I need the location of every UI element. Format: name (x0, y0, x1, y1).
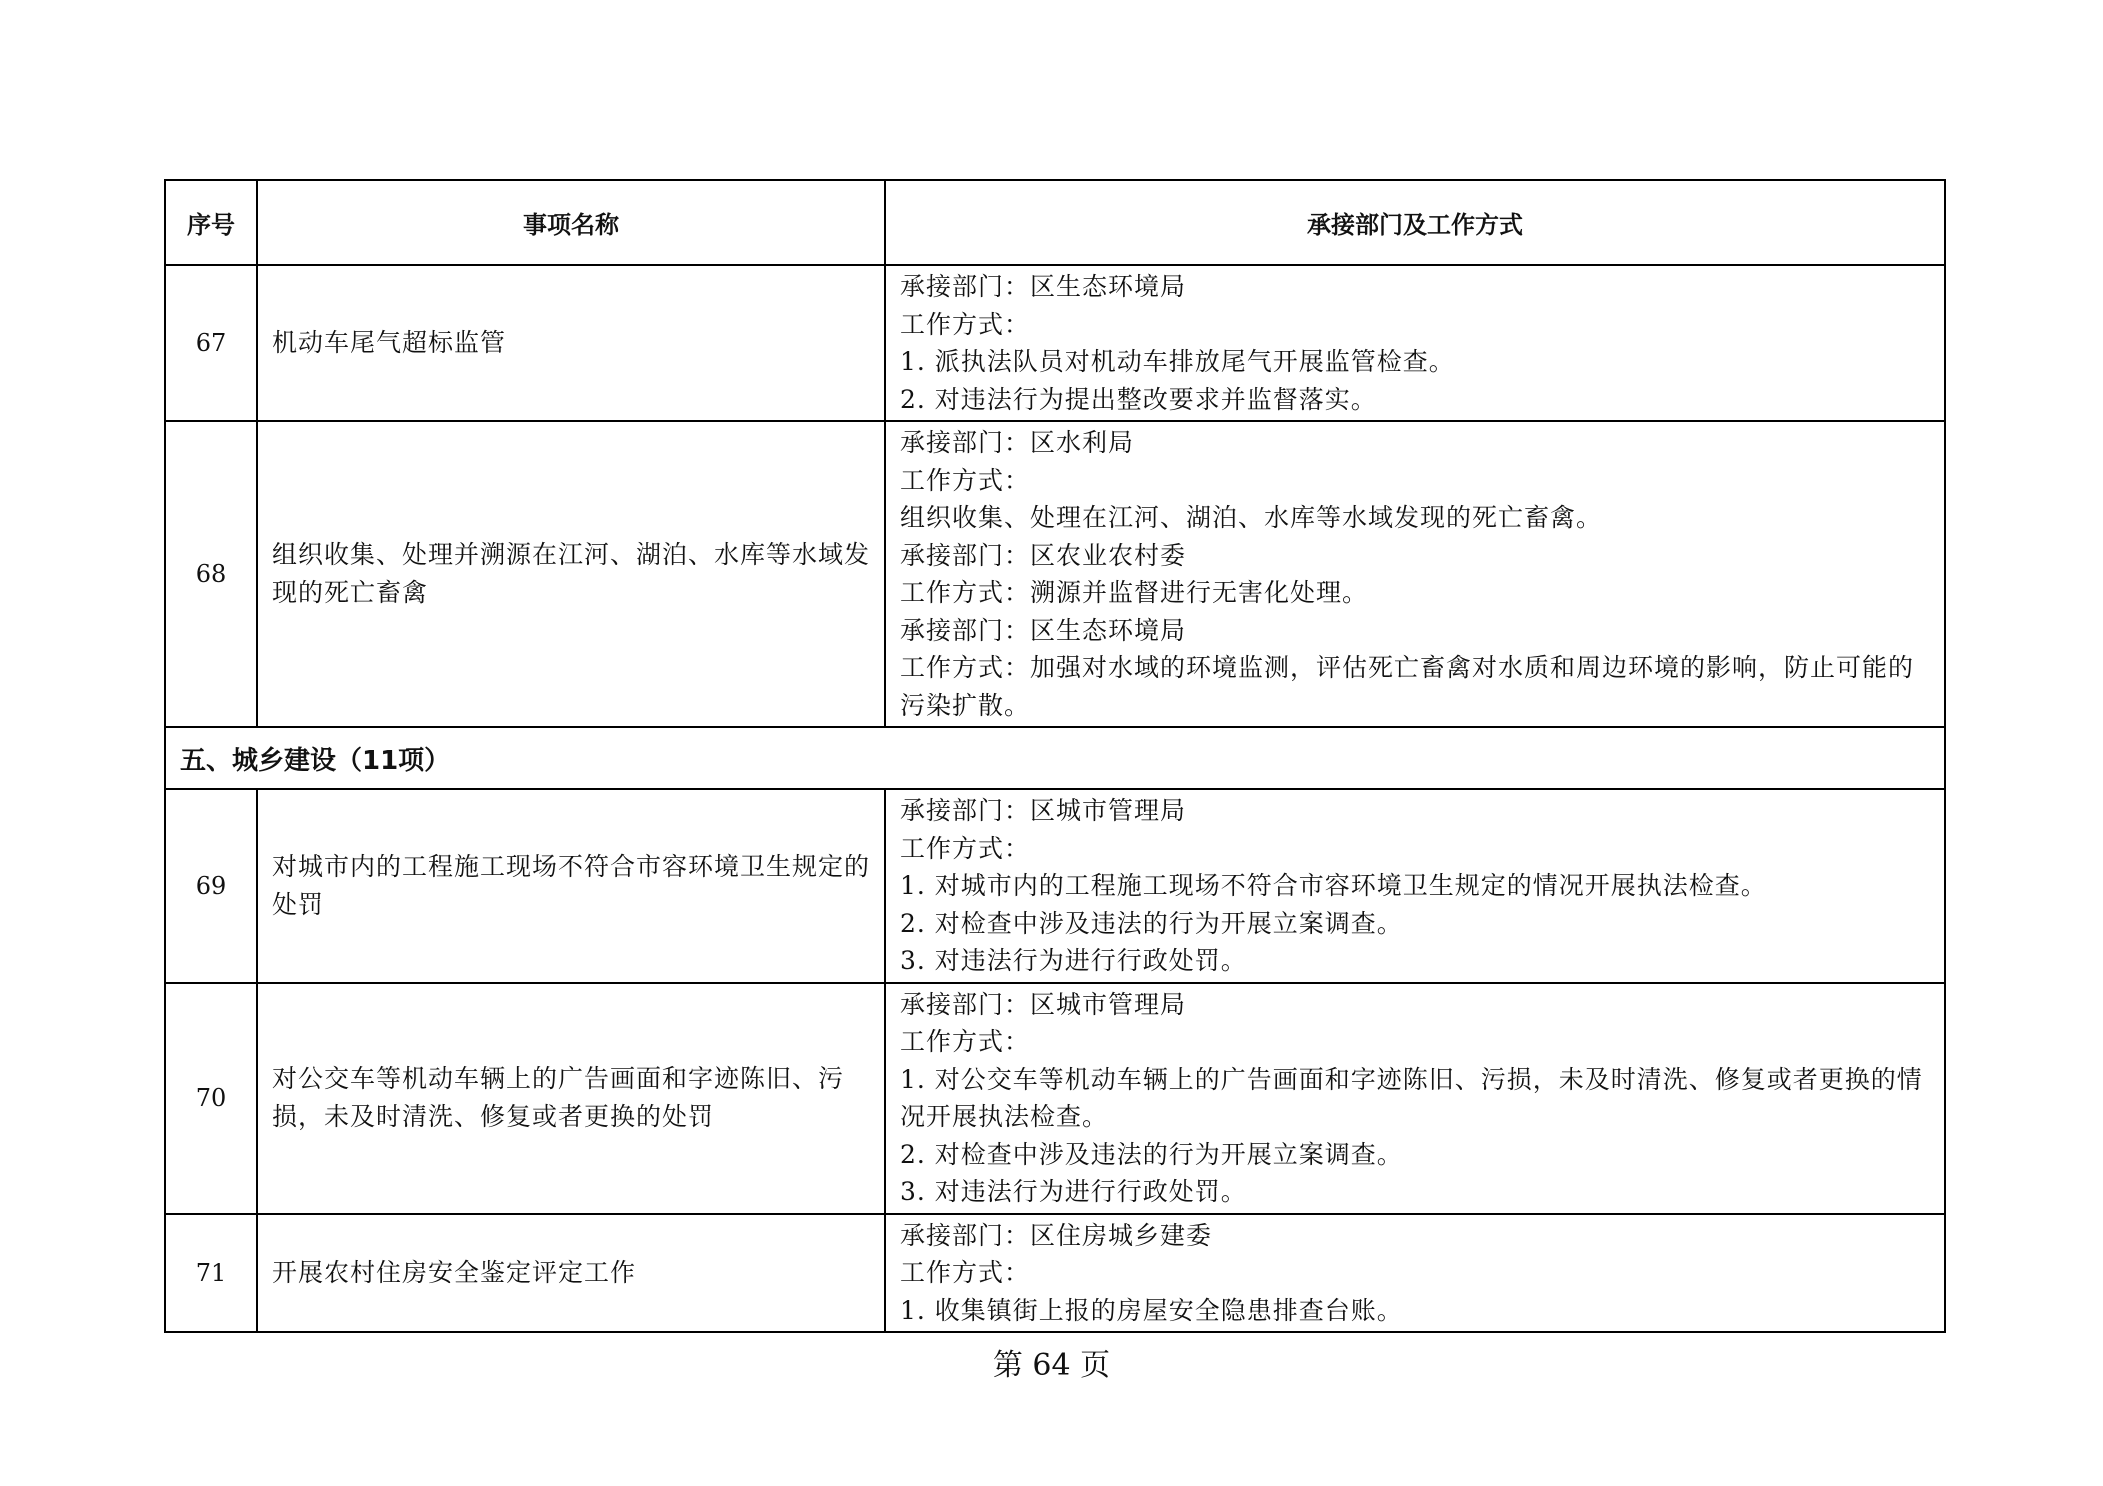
row-name: 组织收集、处理并溯源在江河、湖泊、水库等水域发现的死亡畜禽 (257, 421, 885, 727)
method-line: 承接部门：区水利局 (900, 428, 1135, 457)
header-name: 事项名称 (257, 180, 885, 265)
method-line: 承接部门：区生态环境局 (900, 615, 1187, 645)
row-seq: 69 (165, 789, 257, 983)
method-line: 1. 收集镇街上报的房屋安全隐患排查台账。 (900, 1295, 1403, 1325)
row-seq: 71 (165, 1214, 257, 1333)
method-line: 2. 对检查中涉及违法的行为开展立案调查。 (900, 908, 1403, 938)
row-name: 对城市内的工程施工现场不符合市容环境卫生规定的处罚 (257, 789, 885, 983)
table-header-row (165, 180, 1945, 265)
method-line: 3. 对违法行为进行行政处罚。 (900, 946, 1247, 975)
row-name: 机动车尾气超标监管 (257, 265, 885, 421)
table-row (165, 421, 1945, 727)
method-line: 3. 对违法行为进行行政处罚。 (900, 1177, 1247, 1206)
method-line: 承接部门：区城市管理局 (900, 989, 1187, 1019)
method-line: 承接部门：区农业农村委 (900, 540, 1187, 570)
table-row (165, 789, 1945, 983)
row-method (885, 789, 1945, 983)
row-name: 对公交车等机动车辆上的广告画面和字迹陈旧、污损，未及时清洗、修复或者更换的处罚 (257, 983, 885, 1214)
table-row (165, 265, 1945, 421)
method-line: 承接部门：区生态环境局 (900, 272, 1187, 301)
method-line: 工作方式： (900, 833, 1031, 863)
row-method (885, 265, 1945, 421)
row-method (885, 421, 1945, 727)
row-seq: 70 (165, 983, 257, 1214)
method-line: 组织收集、处理在江河、湖泊、水库等水域发现的死亡畜禽。 (900, 503, 1603, 532)
method-line: 工作方式：溯源并监督进行无害化处理。 (900, 578, 1369, 607)
responsibility-table (164, 179, 1946, 1333)
table-row (165, 1214, 1945, 1333)
method-line: 工作方式：加强对水域的环境监测，评估死亡畜禽对水质和周边环境的影响，防止可能的污染扩散。 (900, 653, 1915, 720)
method-line: 承接部门：区城市管理局 (900, 796, 1187, 825)
method-line: 2. 对检查中涉及违法的行为开展立案调查。 (900, 1139, 1403, 1169)
row-seq: 68 (165, 421, 257, 727)
header-method: 承接部门及工作方式 (885, 180, 1945, 265)
method-line: 1. 对公交车等机动车辆上的广告画面和字迹陈旧、污损，未及时清洗、修复或者更换的情况开展执法检查。 (900, 1064, 1923, 1131)
header-seq: 序号 (165, 180, 257, 265)
row-seq: 67 (165, 265, 257, 421)
row-method (885, 1214, 1945, 1333)
method-line: 承接部门：区住房城乡建委 (900, 1220, 1213, 1250)
method-line: 工作方式： (900, 309, 1031, 339)
method-line: 工作方式： (900, 1027, 1031, 1056)
section-row (165, 727, 1945, 789)
method-line: 工作方式： (900, 1258, 1031, 1287)
method-line: 工作方式： (900, 465, 1031, 495)
page-number: 第 64 页 (992, 1348, 1111, 1383)
row-method (885, 983, 1945, 1214)
method-line: 1. 派执法队员对机动车排放尾气开展监管检查。 (900, 347, 1455, 376)
method-line: 1. 对城市内的工程施工现场不符合市容环境卫生规定的情况开展执法检查。 (900, 871, 1767, 900)
row-name: 开展农村住房安全鉴定评定工作 (257, 1214, 885, 1333)
method-line: 2. 对违法行为提出整改要求并监督落实。 (900, 384, 1377, 414)
section-title: 五、城乡建设（11项） (165, 727, 1945, 789)
table-row (165, 983, 1945, 1214)
